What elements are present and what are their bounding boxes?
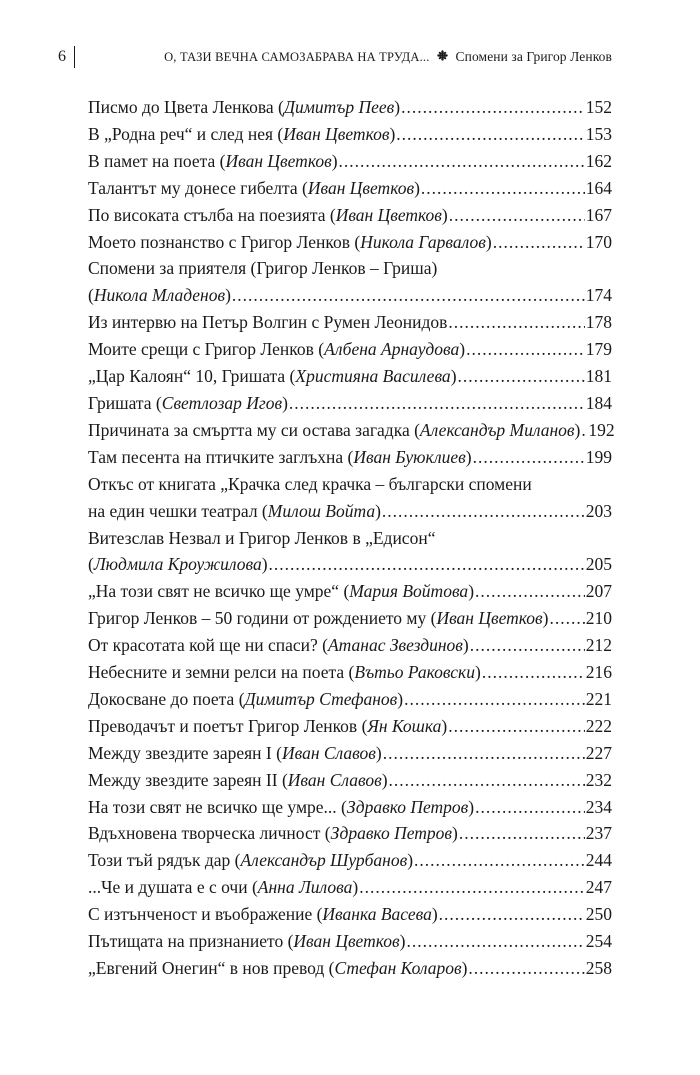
toc-entry-text — [88, 847, 413, 874]
toc-entry — [88, 121, 612, 148]
dot-leader — [466, 336, 585, 363]
dot-leader — [414, 847, 585, 874]
toc-entry-title: на един чешки театрал ( — [88, 500, 268, 521]
toc-entry-close-paren: ) — [394, 97, 401, 117]
toc-entry — [88, 740, 612, 767]
dot-leader — [401, 94, 585, 121]
flower-icon — [437, 50, 448, 64]
toc-entry-close-paren: ) — [485, 231, 492, 252]
toc-entry-text — [88, 928, 405, 955]
toc-entry-text — [88, 417, 580, 444]
toc-entry-close-paren: ) — [441, 204, 448, 225]
toc-entry-close-paren: ) — [542, 608, 549, 629]
toc-entry-close-paren: ) — [431, 904, 438, 925]
toc-entry-title: С изтънченост и въображение ( — [88, 904, 323, 925]
toc-entry-text — [88, 309, 447, 336]
dot-leader — [493, 229, 585, 256]
dot-leader — [459, 820, 585, 847]
toc-entry — [88, 767, 612, 794]
toc-entry-text — [88, 551, 268, 578]
toc-entry-row — [88, 820, 612, 847]
toc-page-number: 162 — [585, 150, 612, 171]
book-subtitle: Спомени за Григор Ленков — [455, 49, 612, 64]
toc-entry — [88, 525, 612, 579]
toc-entry-author: Иван Славов — [287, 769, 382, 790]
toc-page-number: 210 — [585, 608, 612, 629]
toc-entry-author: Димитър Стефанов — [244, 688, 398, 709]
toc-entry — [88, 444, 612, 471]
toc-entry — [88, 847, 612, 874]
toc-page-number: 254 — [585, 931, 612, 952]
toc-entry-row — [88, 847, 612, 874]
toc-entry-title: Пътищата на признанието ( — [88, 931, 294, 952]
toc-entry — [88, 955, 612, 982]
toc-entry-row — [88, 551, 612, 578]
toc-entry-text — [88, 121, 395, 148]
toc-entry-text — [88, 659, 481, 686]
toc-entry-close-paren: ) — [331, 150, 338, 171]
toc-entry-author: Мария Войтова — [349, 581, 469, 602]
toc-entry-row — [88, 740, 612, 767]
toc-entry-title: Небесните и земни релси на поета ( — [88, 662, 355, 683]
toc-entry — [88, 417, 615, 444]
toc-entry-text — [88, 767, 388, 794]
dot-leader — [473, 444, 585, 471]
toc-entry — [88, 229, 612, 256]
toc-page-number: 205 — [585, 554, 612, 575]
toc-page-number: 244 — [585, 850, 612, 871]
toc-entry-row — [88, 336, 612, 363]
book-title: О, ТАЗИ ВЕЧНА САМОЗАБРАВА НА ТРУДА... — [164, 50, 430, 64]
toc-page-number: 212 — [585, 635, 612, 656]
toc-page-number: 237 — [585, 823, 612, 844]
toc-entry-title-line: Витезслав Незвал и Григор Ленков в „Едисон“ — [88, 527, 436, 548]
toc-entry-text — [88, 363, 457, 390]
toc-page-number: 181 — [585, 366, 612, 387]
dot-leader — [448, 713, 585, 740]
toc-entry-author: Милош Войта — [267, 500, 376, 521]
toc-entry-author: Вътьо Раковски — [354, 662, 475, 683]
toc-entry — [88, 94, 612, 121]
toc-entry-text — [88, 444, 472, 471]
running-title — [164, 49, 612, 65]
toc-page-number: 184 — [585, 392, 612, 413]
toc-entry-text — [88, 740, 382, 767]
toc-entry-title: Моите срещи с Григор Ленков ( — [88, 339, 325, 360]
toc-entry-author: Димитър Пеев — [283, 97, 395, 117]
toc-page-number: 258 — [585, 958, 612, 978]
toc-entry-author: Никола Младенов — [93, 285, 226, 306]
toc-entry-author: Иван Цветков — [436, 608, 543, 629]
toc-entry-author: Здравко Петров — [346, 796, 469, 817]
toc-entry-title: Този тъй рядък дар ( — [88, 850, 241, 871]
toc-entry-text — [88, 632, 469, 659]
toc-entry-row — [88, 175, 612, 202]
toc-entry-row — [88, 202, 612, 229]
toc-page-number: 170 — [585, 231, 612, 252]
dot-leader — [468, 955, 584, 982]
toc-entry-title: „На този свят не всичко ще умре“ ( — [88, 581, 350, 602]
toc-entry-close-paren: ) — [399, 931, 406, 952]
toc-entry-close-paren: ) — [574, 419, 581, 440]
toc-entry-title-line: Откъс от книгата „Крачка след крачка – български спомени — [88, 473, 532, 494]
toc-entry-title: Между звездите зареян II ( — [88, 769, 288, 790]
toc-entry-row — [88, 713, 612, 740]
toc-entry-close-paren: ) — [352, 877, 359, 898]
toc-entry-title: На този свят не всичко ще умре... ( — [88, 796, 347, 817]
toc-entry-text — [88, 202, 448, 229]
toc-entry-title: ( — [88, 285, 94, 306]
toc-entry-row — [88, 794, 612, 821]
toc-entry-row — [88, 121, 612, 148]
dot-leader — [439, 901, 585, 928]
toc-entry-title: Писмо до Цвета Ленкова ( — [88, 97, 284, 117]
toc-entry-title: Там песента на птичките заглъхна ( — [88, 446, 354, 467]
toc-entry — [88, 578, 612, 605]
toc-entry-author: Здравко Петров — [330, 823, 452, 844]
toc-entry-row — [88, 578, 612, 605]
toc-entry-text — [88, 901, 438, 928]
dot-leader — [269, 551, 585, 578]
dot-leader — [475, 578, 585, 605]
dot-leader — [359, 874, 585, 901]
toc-entry-title: Причината за смъртта му си остава загадка ( — [88, 419, 420, 440]
toc-entry-title: По високата стълба на поезията ( — [88, 204, 336, 225]
toc-entry-close-paren: ) — [375, 500, 381, 521]
toc-entry-close-paren: ) — [441, 715, 448, 736]
toc-page-number: 164 — [585, 177, 612, 198]
toc-entry — [88, 471, 612, 525]
toc-entry-close-paren: ) — [407, 850, 414, 871]
toc-entry-row — [88, 229, 612, 256]
toc-entry-author: Иван Цветков — [293, 931, 400, 952]
toc-page-number: 234 — [585, 796, 612, 817]
toc-entry-close-paren: ) — [475, 662, 481, 683]
toc-entry — [88, 686, 612, 713]
toc-entry-title: Между звездите зареян I ( — [88, 742, 282, 763]
toc-page-number: 203 — [585, 500, 612, 521]
toc-entry-close-paren: ) — [462, 635, 469, 656]
toc-page-number: 227 — [585, 742, 612, 763]
toc-entry-author: Александър Шурбанов — [240, 850, 408, 871]
toc-entry-row — [88, 955, 612, 982]
toc-entry-row — [88, 686, 612, 713]
toc-entry-author: Иван Буюклиев — [353, 446, 466, 467]
toc-entry-title: „Цар Калоян“ 10, Гришата ( — [88, 366, 296, 387]
toc-page-number: 153 — [585, 123, 612, 144]
toc-entry-text — [88, 955, 467, 982]
toc-entry — [88, 605, 612, 632]
toc-entry-title: Докосване до поета ( — [88, 688, 245, 709]
toc-page-number: 247 — [585, 877, 612, 898]
dot-leader — [449, 202, 585, 229]
toc-entry-row — [88, 632, 612, 659]
toc-entry-author: Албена Арнаудова — [324, 339, 460, 360]
header-divider — [74, 46, 75, 68]
toc-entry-title: Преводачът и поетът Григор Ленков ( — [88, 715, 368, 736]
dot-leader — [383, 740, 585, 767]
toc-entry-close-paren: ) — [459, 339, 466, 360]
toc-entry-author: Иван Славов — [281, 742, 376, 763]
dot-leader — [549, 605, 584, 632]
toc-entry-close-paren: ) — [414, 177, 420, 198]
toc-entry-close-paren: ) — [389, 123, 396, 144]
toc-entry-author: Християна Василева — [295, 366, 451, 387]
toc-entry-text — [88, 820, 458, 847]
toc-entry-author: Светлозар Игов — [161, 392, 283, 413]
toc-entry-title-line: Спомени за приятеля (Григор Ленков – Гриша) — [88, 258, 438, 279]
toc-entry — [88, 390, 612, 417]
toc-entry-close-paren: ) — [225, 285, 231, 306]
toc-page-number: 216 — [585, 662, 612, 683]
toc-page-number: 174 — [585, 285, 612, 306]
toc-entry-close-paren: ) — [282, 392, 288, 413]
dot-leader — [404, 686, 585, 713]
toc-entry-row — [88, 498, 612, 525]
toc-entry — [88, 874, 612, 901]
toc-entry-close-paren: ) — [468, 796, 475, 817]
toc-page-number: 178 — [585, 312, 612, 333]
toc-entry-author: Людмила Кроужилова — [93, 554, 262, 575]
toc-page-number: 232 — [585, 769, 612, 790]
dot-leader — [448, 309, 584, 336]
toc-entry — [88, 336, 612, 363]
toc-entry — [88, 928, 612, 955]
toc-entry-text — [88, 713, 447, 740]
toc-entry-author: Никола Гарвалов — [360, 231, 486, 252]
toc-entry-text — [88, 175, 420, 202]
toc-entry-author: Стефан Коларов — [334, 958, 462, 978]
toc-entry-row — [88, 928, 612, 955]
toc-entry-title: Вдъхновена творческа личност ( — [88, 823, 331, 844]
toc-entry — [88, 148, 612, 175]
page-number: 6 — [58, 48, 66, 65]
toc-entry — [88, 901, 612, 928]
dot-leader — [458, 363, 585, 390]
toc-entry — [88, 363, 612, 390]
toc-page-number: 199 — [585, 446, 612, 467]
toc-entry-close-paren: ) — [381, 769, 388, 790]
toc-entry-author: Иван Цветков — [225, 150, 332, 171]
toc-entry-author: Александър Миланов — [419, 419, 575, 440]
toc-entry — [88, 820, 612, 847]
toc-entry-author: Иванка Васева — [322, 904, 432, 925]
toc-entry-row — [88, 390, 612, 417]
dot-leader — [289, 390, 585, 417]
toc-entry-close-paren: ) — [461, 958, 468, 978]
dot-leader — [339, 148, 585, 175]
dot-leader — [581, 417, 587, 444]
toc-entry-author: Ян Кошка — [367, 715, 442, 736]
toc-entry-close-paren: ) — [261, 554, 268, 575]
toc-entry — [88, 632, 612, 659]
toc-entry-text — [88, 794, 474, 821]
toc-entry — [88, 255, 612, 309]
toc-entry-text — [88, 874, 358, 901]
toc-entry-text — [88, 605, 548, 632]
toc-entry-title: Талантът му донесе гибелта ( — [88, 177, 308, 198]
dot-leader — [396, 121, 584, 148]
toc-entry — [88, 175, 612, 202]
toc-entry-title: В „Родна реч“ и след нея ( — [88, 123, 284, 144]
toc-entry-text — [88, 148, 338, 175]
toc-entry — [88, 713, 612, 740]
toc-entry-author: Анна Лилова — [257, 877, 353, 898]
toc-entry-title: Моето познанство с Григор Ленков ( — [88, 231, 361, 252]
toc-entry-title: Гришата ( — [88, 392, 162, 413]
toc-entry-author: Атанас Звездинов — [327, 635, 463, 656]
toc-entry-row — [88, 148, 612, 175]
running-header — [58, 45, 612, 69]
toc-entry-row — [88, 444, 612, 471]
table-of-contents — [88, 94, 615, 982]
dot-leader — [482, 659, 585, 686]
toc-entry-row — [88, 309, 612, 336]
toc-page-number: 250 — [585, 904, 612, 925]
toc-entry-title: „Евгений Онегин“ в нов превод ( — [88, 958, 335, 978]
toc-page-number: 152 — [585, 97, 612, 117]
toc-entry-title: В памет на поета ( — [88, 150, 226, 171]
toc-entry-text — [88, 390, 288, 417]
toc-entry-row — [88, 94, 612, 121]
dot-leader — [406, 928, 584, 955]
toc-entry-author: Иван Цветков — [335, 204, 442, 225]
toc-entry-text — [88, 282, 231, 309]
toc-entry-author: Иван Цветков — [283, 123, 390, 144]
toc-entry-close-paren: ) — [375, 742, 382, 763]
toc-entry-row — [88, 901, 612, 928]
dot-leader — [421, 175, 585, 202]
toc-entry-title: Из интервю на Петър Волгин с Румен Леонидов — [88, 312, 448, 333]
dot-leader — [470, 632, 585, 659]
toc-entry — [88, 309, 612, 336]
toc-entry-row — [88, 363, 612, 390]
toc-page-number: 167 — [585, 204, 612, 225]
toc-entry — [88, 659, 612, 686]
toc-page-number: 221 — [585, 688, 612, 709]
toc-entry-text — [88, 578, 474, 605]
toc-entry-text — [88, 229, 492, 256]
dot-leader — [382, 498, 585, 525]
toc-entry — [88, 202, 612, 229]
toc-entry-author: Иван Цветков — [307, 177, 415, 198]
toc-entry-title: ...Че и душата е с очи ( — [88, 877, 258, 898]
toc-entry-close-paren: ) — [450, 366, 457, 387]
toc-entry-title: ( — [88, 554, 94, 575]
toc-entry-text — [88, 336, 465, 363]
toc-entry-text — [88, 498, 381, 525]
toc-entry-row — [88, 659, 612, 686]
toc-entry-text — [88, 686, 403, 713]
toc-entry-title: Григор Ленков – 50 години от рождението му ( — [88, 608, 437, 629]
dot-leader — [475, 794, 585, 821]
toc-entry — [88, 794, 612, 821]
toc-entry-close-paren: ) — [451, 823, 458, 844]
toc-page-number: 222 — [585, 715, 612, 736]
dot-leader — [232, 282, 585, 309]
toc-entry-row — [88, 874, 612, 901]
toc-entry-row — [88, 767, 612, 794]
toc-entry-text — [88, 94, 400, 121]
toc-entry-row — [88, 417, 615, 444]
toc-entry-title: От красотата кой ще ни спаси? ( — [88, 635, 328, 656]
toc-entry-close-paren: ) — [468, 581, 475, 602]
toc-entry-row — [88, 605, 612, 632]
toc-page-number: 179 — [585, 339, 612, 360]
toc-entry-close-paren: ) — [465, 446, 472, 467]
toc-page-number: 192 — [588, 419, 615, 440]
dot-leader — [389, 767, 585, 794]
toc-entry-close-paren: ) — [397, 688, 404, 709]
toc-entry-row — [88, 282, 612, 309]
toc-page-number: 207 — [585, 581, 612, 602]
